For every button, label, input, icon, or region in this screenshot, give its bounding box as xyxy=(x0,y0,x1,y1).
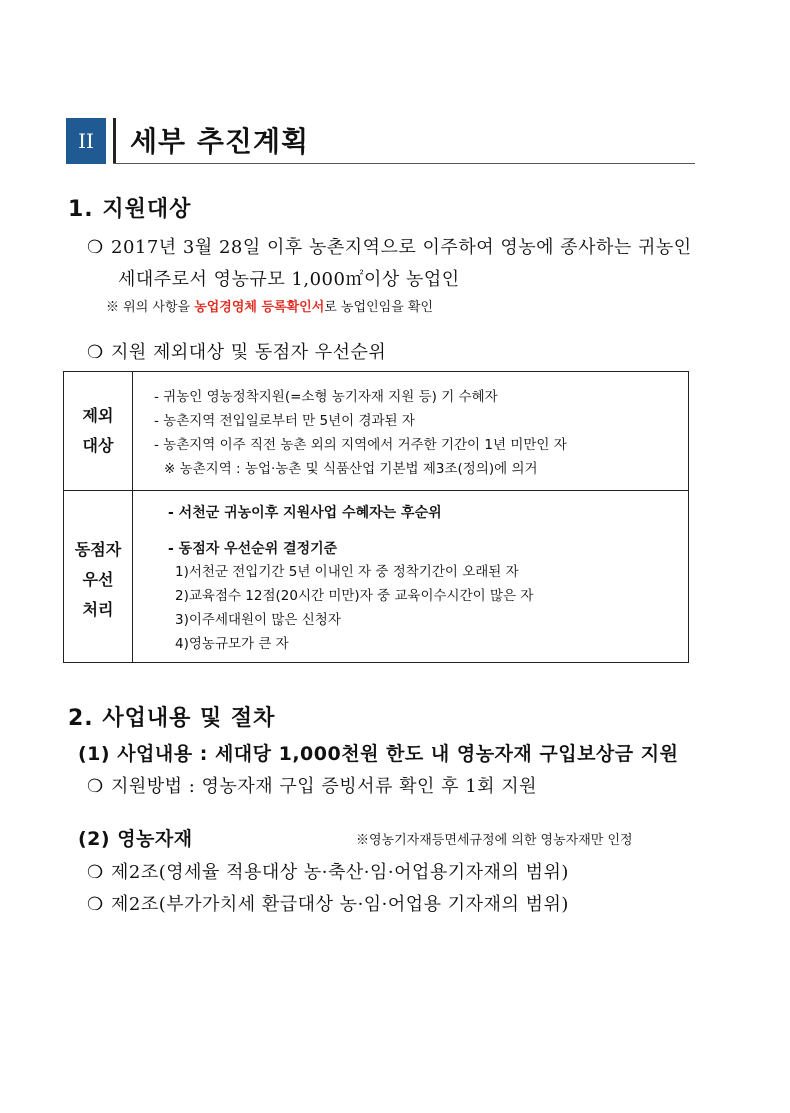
exclusion-item: - 농촌지역 이주 직전 농촌 외의 지역에서 거주한 기간이 1년 미만인 자 xyxy=(154,437,567,453)
subheading-business-content: (1) 사업내용 : 세대당 1,000천원 한도 내 영농자재 구입보상금 지원 xyxy=(78,743,679,765)
heading-business-content: 2. 사업내용 및 절차 xyxy=(68,706,276,731)
head-text: 대상 xyxy=(82,436,114,455)
paragraph-article-vat-refund xyxy=(87,890,569,916)
paragraph-text: 지원방법 : 영농자재 구입 증빙서류 확인 후 1회 지원 xyxy=(111,776,538,797)
paragraph-exclusion xyxy=(87,338,386,364)
criteria-table xyxy=(63,371,689,663)
section-number: II xyxy=(78,129,94,153)
tiebreak-criterion: 3)이주세대원이 많은 신청자 xyxy=(175,612,341,628)
tiebreak-criterion: 2)교육점수 12점(20시간 미만)자 중 교육이수시간이 많은 자 xyxy=(175,588,534,604)
section-underline xyxy=(113,163,695,164)
exclusion-item: - 귀농인 영농정착지원(=소형 농기자재 지원 등) 기 수혜자 xyxy=(154,389,498,405)
paragraph-support-method xyxy=(87,772,537,798)
row-head-exclusion xyxy=(64,401,132,461)
note-verification xyxy=(106,296,433,315)
head-text: 동점자 xyxy=(74,540,122,559)
tiebreak-criterion: 1)서천군 전입기간 5년 이내인 자 중 정착기간이 오래된 자 xyxy=(175,564,519,580)
note-prefix: ※ 위의 사항을 xyxy=(106,300,195,315)
note-suffix: 로 농업인임을 확인 xyxy=(324,300,434,315)
tiebreak-criterion: 4)영농규모가 큰 자 xyxy=(175,636,289,652)
table-divider xyxy=(132,372,133,662)
paragraph-text: 지원 제외대상 및 동점자 우선순위 xyxy=(111,342,387,363)
farm-materials-note: ※영농기자재등면세규정에 의한 영농자재만 인정 xyxy=(356,833,633,848)
bullet-icon: ❍ xyxy=(87,342,104,363)
tiebreak-rule: - 서천군 귀농이후 지원사업 수혜자는 후순위 xyxy=(168,505,442,521)
paragraph-text: 제2조(영세율 적용대상 농·축산·임·어업용기자재의 범위) xyxy=(111,862,569,883)
paragraph-target-line2: 세대주로서 영농규모 1,000㎡이상 농업인 xyxy=(118,269,460,290)
note-highlight: 농업경영체 등록확인서 xyxy=(194,300,325,315)
head-text: 제외 xyxy=(82,406,114,425)
subheading-farm-materials: (2) 영농자재 xyxy=(78,828,193,850)
bullet-icon: ❍ xyxy=(87,862,104,883)
head-text: 우선 xyxy=(82,570,114,589)
paragraph-target-line1 xyxy=(87,233,692,259)
bullet-icon: ❍ xyxy=(87,894,104,915)
head-text: 처리 xyxy=(82,600,114,619)
section-divider-bar xyxy=(113,118,116,164)
table-divider xyxy=(64,490,688,491)
tiebreak-criteria-title: - 동점자 우선순위 결정기준 xyxy=(168,541,338,557)
bullet-icon: ❍ xyxy=(87,237,104,258)
exclusion-item: - 농촌지역 전입일로부터 만 5년이 경과된 자 xyxy=(154,413,415,429)
exclusion-note: ※ 농촌지역 : 농업·농촌 및 식품산업 기본법 제3조(정의)에 의거 xyxy=(164,461,538,477)
section-title: 세부 추진계획 xyxy=(130,125,310,158)
row-head-tiebreak xyxy=(64,535,132,625)
section-number-box xyxy=(66,118,106,164)
paragraph-text: 제2조(부가가치세 환급대상 농·임·어업용 기자재의 범위) xyxy=(111,894,569,915)
bullet-icon: ❍ xyxy=(87,776,104,797)
paragraph-article-zero-rate xyxy=(87,858,569,884)
paragraph-text: 2017년 3월 28일 이후 농촌지역으로 이주하여 영농에 종사하는 귀농인 xyxy=(111,237,692,258)
heading-support-target: 1. 지원대상 xyxy=(68,197,192,222)
